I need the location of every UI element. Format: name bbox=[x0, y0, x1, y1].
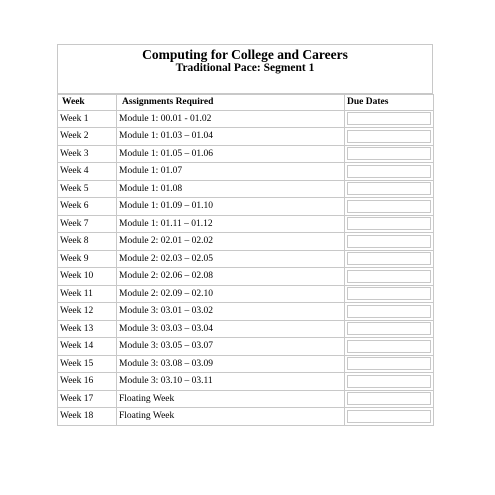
due-date-cell bbox=[345, 390, 434, 408]
due-date-cell bbox=[345, 338, 434, 356]
table-row bbox=[58, 390, 434, 408]
week-cell: Week 7 bbox=[58, 215, 117, 233]
week-cell: Week 13 bbox=[58, 320, 117, 338]
assignment-cell: Module 3: 03.08 – 03.09 bbox=[117, 355, 345, 373]
assignment-cell: Module 2: 02.03 – 02.05 bbox=[117, 250, 345, 268]
table-row bbox=[58, 268, 434, 286]
assignment-cell: Module 3: 03.03 – 03.04 bbox=[117, 320, 345, 338]
assignment-cell: Module 2: 02.09 – 02.10 bbox=[117, 285, 345, 303]
week-cell: Week 11 bbox=[58, 285, 117, 303]
table-row bbox=[58, 250, 434, 268]
due-date-cell bbox=[345, 268, 434, 286]
due-date-field[interactable] bbox=[347, 147, 431, 160]
due-date-cell bbox=[345, 373, 434, 391]
week-cell: Week 2 bbox=[58, 128, 117, 146]
due-date-field[interactable] bbox=[347, 182, 431, 195]
table-row bbox=[58, 110, 434, 128]
week-cell: Week 14 bbox=[58, 338, 117, 356]
table-row bbox=[58, 180, 434, 198]
table-row bbox=[58, 163, 434, 181]
due-date-cell bbox=[345, 250, 434, 268]
table-row bbox=[58, 285, 434, 303]
due-date-cell bbox=[345, 320, 434, 338]
assignment-cell: Module 1: 00.01 - 01.02 bbox=[117, 110, 345, 128]
due-date-cell bbox=[345, 145, 434, 163]
week-cell: Week 8 bbox=[58, 233, 117, 251]
assignment-cell: Module 1: 01.03 – 01.04 bbox=[117, 128, 345, 146]
schedule-table bbox=[57, 94, 434, 426]
due-date-field[interactable] bbox=[347, 322, 431, 335]
due-date-cell bbox=[345, 303, 434, 321]
assignment-cell: Floating Week bbox=[117, 390, 345, 408]
week-cell: Week 9 bbox=[58, 250, 117, 268]
due-date-field[interactable] bbox=[347, 112, 431, 125]
due-date-field[interactable] bbox=[347, 340, 431, 353]
table-row bbox=[58, 408, 434, 426]
due-date-field[interactable] bbox=[347, 357, 431, 370]
due-date-field[interactable] bbox=[347, 287, 431, 300]
table-row bbox=[58, 215, 434, 233]
week-cell: Week 10 bbox=[58, 268, 117, 286]
schedule-table-body bbox=[58, 110, 434, 425]
due-date-cell bbox=[345, 180, 434, 198]
assignment-cell: Module 2: 02.01 – 02.02 bbox=[117, 233, 345, 251]
assignment-cell: Module 1: 01.07 bbox=[117, 163, 345, 181]
assignment-cell: Module 1: 01.09 – 01.10 bbox=[117, 198, 345, 216]
assignment-cell: Module 1: 01.08 bbox=[117, 180, 345, 198]
due-date-field[interactable] bbox=[347, 130, 431, 143]
table-row bbox=[58, 320, 434, 338]
table-row bbox=[58, 233, 434, 251]
week-cell: Week 4 bbox=[58, 163, 117, 181]
due-date-cell bbox=[345, 233, 434, 251]
due-date-cell bbox=[345, 110, 434, 128]
week-cell: Week 12 bbox=[58, 303, 117, 321]
week-cell: Week 17 bbox=[58, 390, 117, 408]
document-subtitle: Traditional Pace: Segment 1 bbox=[175, 62, 315, 74]
due-date-cell bbox=[345, 408, 434, 426]
due-date-cell bbox=[345, 128, 434, 146]
due-date-field[interactable] bbox=[347, 410, 431, 423]
week-cell: Week 6 bbox=[58, 198, 117, 216]
due-date-cell bbox=[345, 285, 434, 303]
table-row bbox=[58, 145, 434, 163]
column-header-assignments: Assignments Required bbox=[117, 95, 345, 111]
week-cell: Week 3 bbox=[58, 145, 117, 163]
table-row bbox=[58, 198, 434, 216]
week-cell: Week 5 bbox=[58, 180, 117, 198]
table-row bbox=[58, 338, 434, 356]
due-date-field[interactable] bbox=[347, 200, 431, 213]
due-date-field[interactable] bbox=[347, 235, 431, 248]
week-cell: Week 16 bbox=[58, 373, 117, 391]
assignment-cell: Module 1: 01.11 – 01.12 bbox=[117, 215, 345, 233]
document-title: Computing for College and Careers bbox=[142, 47, 348, 62]
column-header-due-dates: Due Dates bbox=[345, 95, 434, 111]
due-date-field[interactable] bbox=[347, 392, 431, 405]
due-date-cell bbox=[345, 215, 434, 233]
due-date-field[interactable] bbox=[347, 217, 431, 230]
due-date-field[interactable] bbox=[347, 375, 431, 388]
assignment-cell: Module 1: 01.05 – 01.06 bbox=[117, 145, 345, 163]
due-date-cell bbox=[345, 198, 434, 216]
table-row bbox=[58, 303, 434, 321]
schedule-document bbox=[57, 44, 433, 426]
due-date-field[interactable] bbox=[347, 305, 431, 318]
week-cell: Week 18 bbox=[58, 408, 117, 426]
table-row bbox=[58, 355, 434, 373]
table-row bbox=[58, 128, 434, 146]
assignment-cell: Module 3: 03.05 – 03.07 bbox=[117, 338, 345, 356]
due-date-cell bbox=[345, 355, 434, 373]
title-box bbox=[57, 44, 433, 94]
due-date-cell bbox=[345, 163, 434, 181]
week-cell: Week 1 bbox=[58, 110, 117, 128]
assignment-cell: Module 3: 03.01 – 03.02 bbox=[117, 303, 345, 321]
due-date-field[interactable] bbox=[347, 252, 431, 265]
assignment-cell: Module 2: 02.06 – 02.08 bbox=[117, 268, 345, 286]
week-cell: Week 15 bbox=[58, 355, 117, 373]
assignment-cell: Floating Week bbox=[117, 408, 345, 426]
due-date-field[interactable] bbox=[347, 270, 431, 283]
column-header-week: Week bbox=[58, 95, 117, 111]
assignment-cell: Module 3: 03.10 – 03.11 bbox=[117, 373, 345, 391]
due-date-field[interactable] bbox=[347, 165, 431, 178]
table-row bbox=[58, 373, 434, 391]
table-header-row bbox=[58, 95, 434, 111]
